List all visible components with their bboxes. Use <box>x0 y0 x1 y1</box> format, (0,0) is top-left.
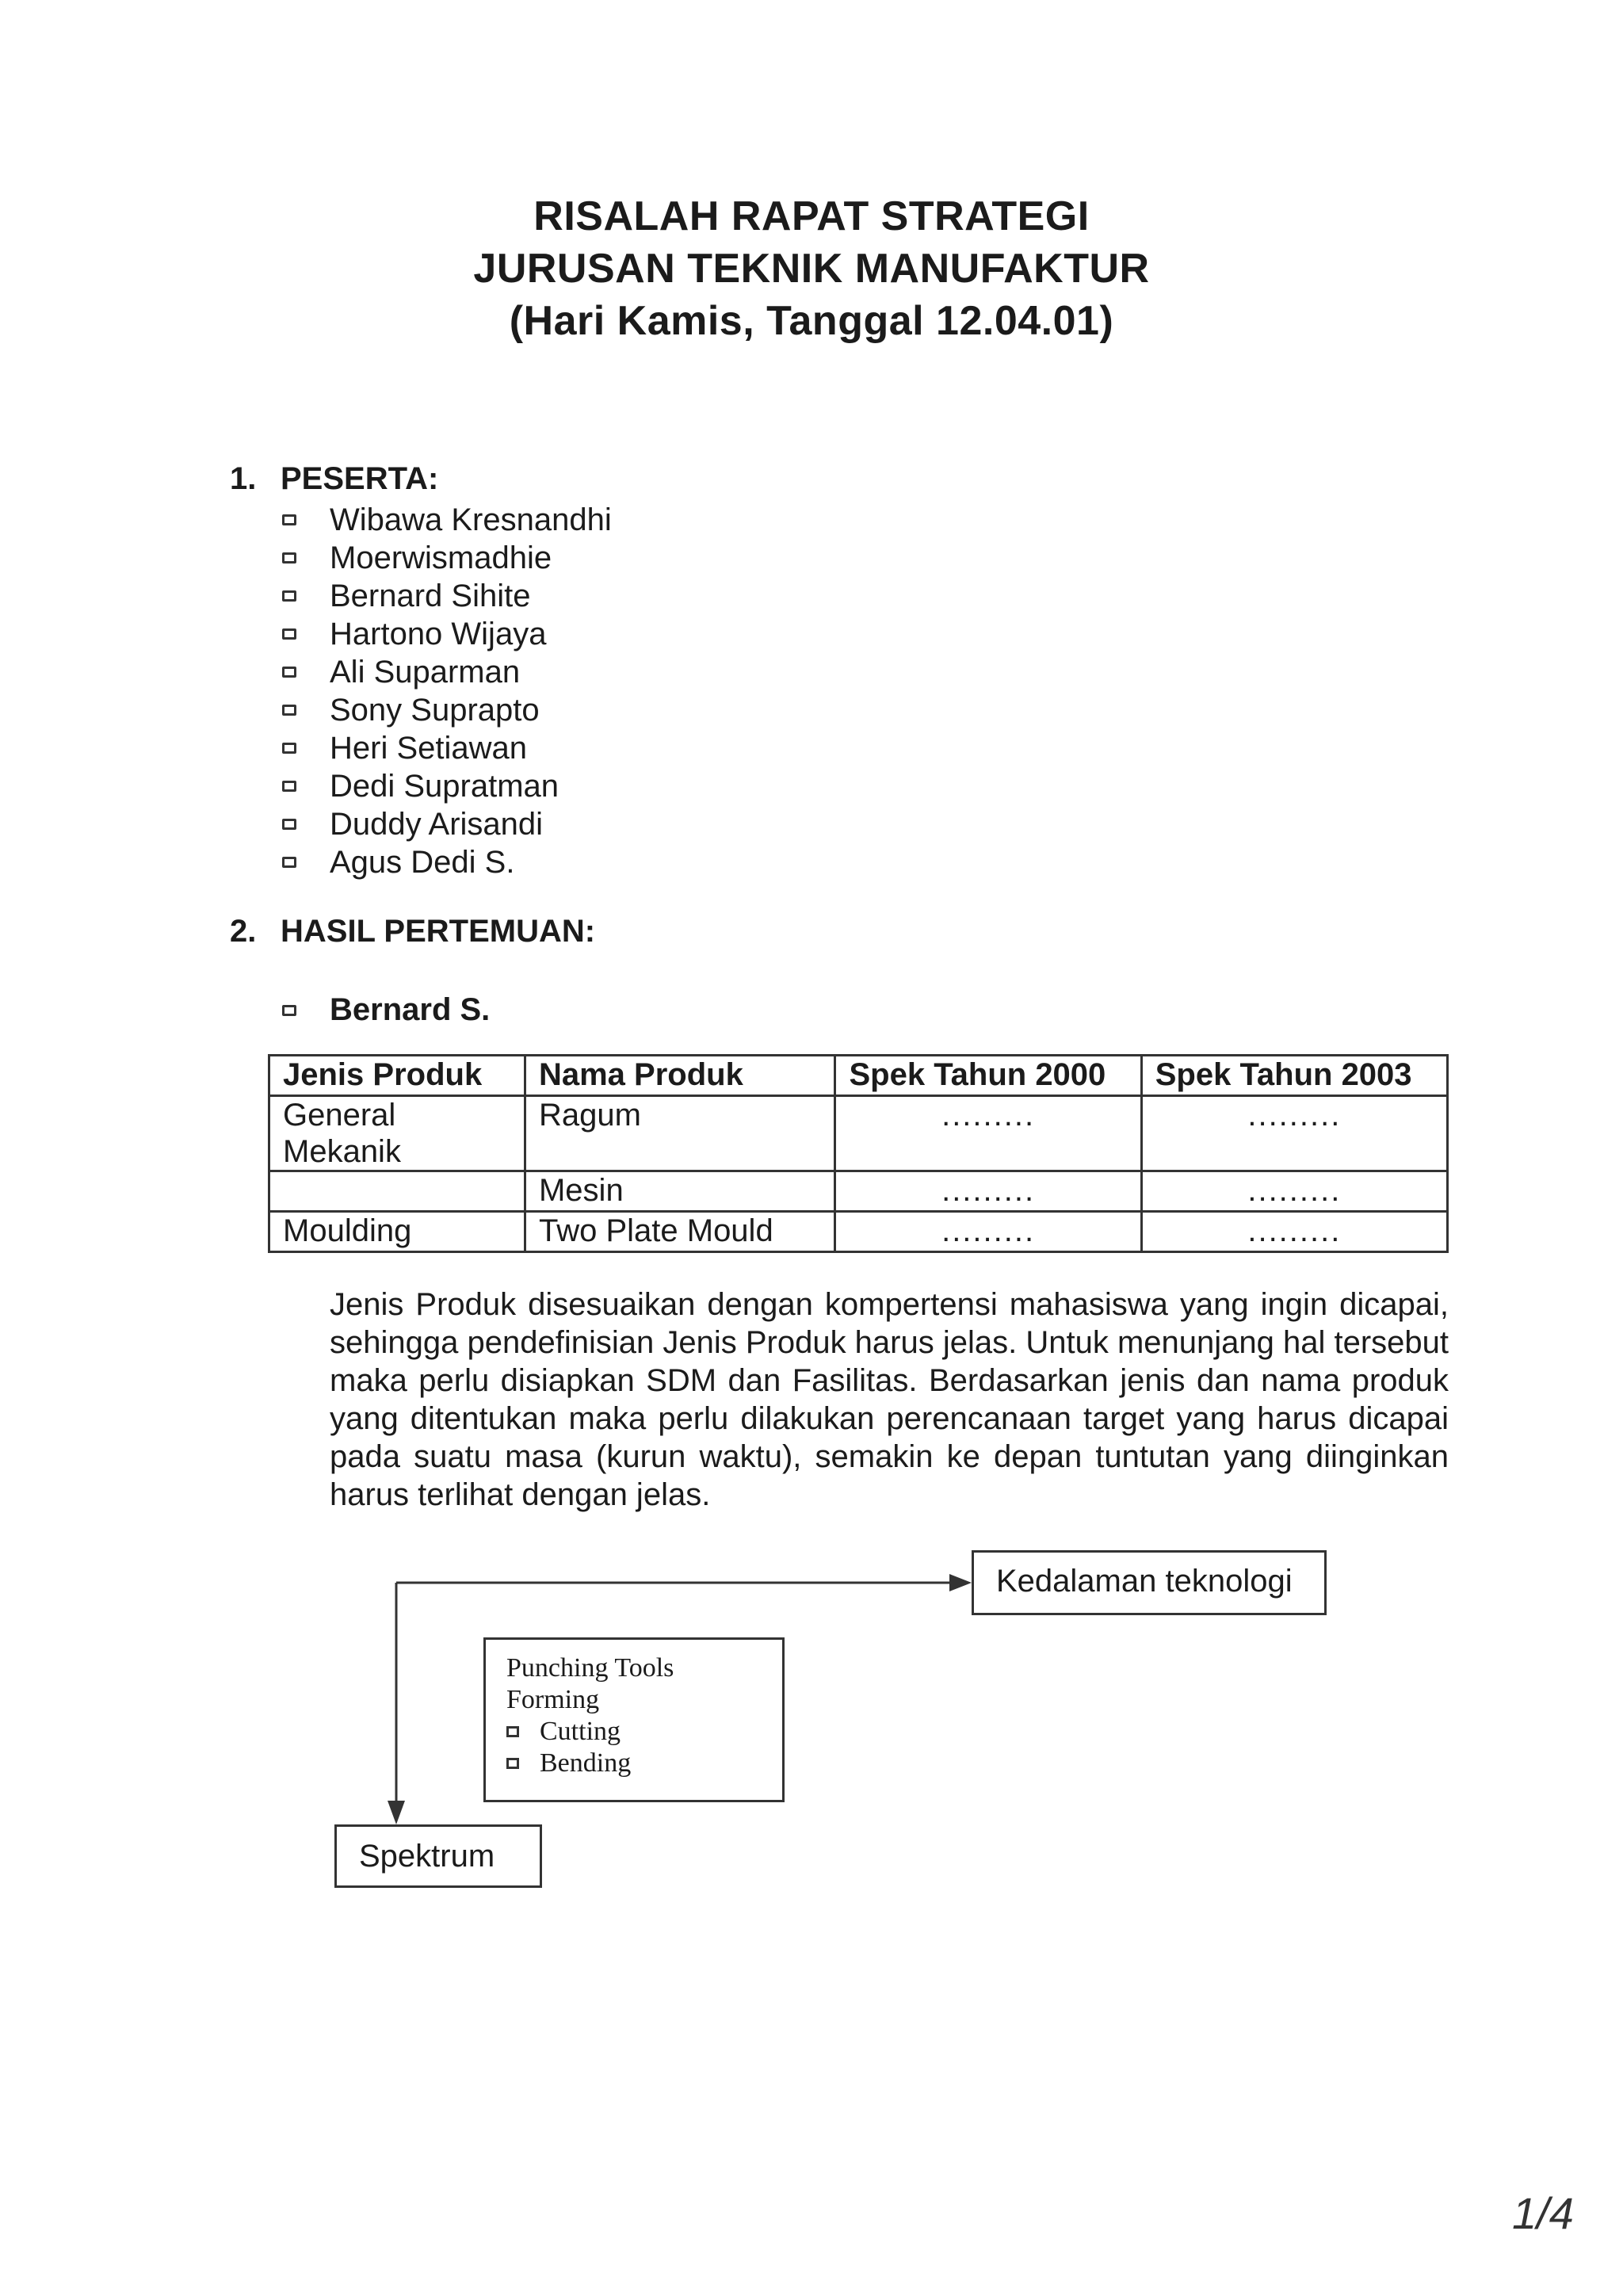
table-cell: Mesin <box>525 1171 834 1212</box>
box-label: Kedalaman teknologi <box>996 1564 1293 1599</box>
arrow-down-icon <box>388 1801 405 1824</box>
table-cell: Moulding <box>269 1212 525 1252</box>
box-line: Forming <box>506 1685 600 1714</box>
sub-heading-bernard: Bernard S. <box>330 992 491 1027</box>
arrow-right-icon <box>949 1574 972 1591</box>
participant-item: Moerwismadhie <box>330 541 552 575</box>
participant-item: Hartono Wijaya <box>330 617 547 651</box>
participant-item: Wibawa Kresnandhi <box>330 502 612 537</box>
box-line: Punching Tools <box>506 1653 674 1683</box>
box-sub-item <box>506 1716 762 1748</box>
kedalaman-teknologi-box <box>972 1550 1327 1615</box>
participant-item: Dedi Supratman <box>330 769 559 804</box>
participant-item: Sony Suprapto <box>330 693 540 728</box>
section-title: PESERTA: <box>281 461 439 496</box>
section-number: 2. <box>230 914 257 949</box>
participant-item: Agus Dedi S. <box>330 845 515 880</box>
punching-tools-box <box>483 1637 785 1802</box>
box-sub-item-label: Bending <box>540 1748 632 1778</box>
section-title: HASIL PERTEMUAN: <box>281 914 596 949</box>
result-paragraph: Jenis Produk disesuaikan dengan kompertensi mahasiswa yang ingin dicapai, sehingga pendefinisian Jenis Produk harus jelas. Untuk menunjang hal tersebut maka perlu disiapkan SDM dan Fasilitas. Berdasarkan jenis dan nama produk yang ditentukan maka perlu dilakukan perencanaan target yang harus dicapai pada suatu masa (kurun waktu), semakin ke depan tuntutan yang diinginkan harus terlihat dengan jelas. <box>330 1287 1449 1512</box>
table-cell: ......... <box>1141 1212 1447 1252</box>
table-header-cell: Spek Tahun 2003 <box>1141 1056 1447 1096</box>
checkbox-bullet-icon <box>506 1726 519 1737</box>
section-number: 1. <box>230 461 257 496</box>
checkbox-bullet-icon <box>506 1758 519 1769</box>
table-cell: ......... <box>835 1212 1141 1252</box>
table-header-cell: Spek Tahun 2000 <box>835 1056 1141 1096</box>
participant-item: Duddy Arisandi <box>330 807 544 842</box>
table-cell: ......... <box>835 1171 1141 1212</box>
title-line-1: RISALAH RAPAT STRATEGI <box>533 193 1090 239</box>
box-label: Spektrum <box>359 1839 495 1874</box>
participant-item: Heri Setiawan <box>330 731 528 766</box>
participant-item: Bernard Sihite <box>330 579 531 613</box>
table-cell: Two Plate Mould <box>525 1212 834 1252</box>
table-cell: Ragum <box>525 1096 834 1171</box>
title-line-3: (Hari Kamis, Tanggal 12.04.01) <box>509 298 1114 344</box>
box-sub-item-label: Cutting <box>540 1717 621 1746</box>
spektrum-box <box>334 1824 542 1888</box>
box-sub-item <box>506 1748 762 1779</box>
participant-item: Ali Suparman <box>330 655 521 690</box>
table-cell: ......... <box>1141 1171 1447 1212</box>
page-number: 1/4 <box>1512 2188 1574 2238</box>
table-cell: ......... <box>1141 1096 1447 1171</box>
table-cell: General Mekanik <box>269 1096 525 1171</box>
title-line-2: JURUSAN TEKNIK MANUFAKTUR <box>473 246 1150 292</box>
table-header-cell: Nama Produk <box>525 1056 834 1096</box>
table-header-cell: Jenis Produk <box>269 1056 525 1096</box>
table-cell: ......... <box>835 1096 1141 1171</box>
